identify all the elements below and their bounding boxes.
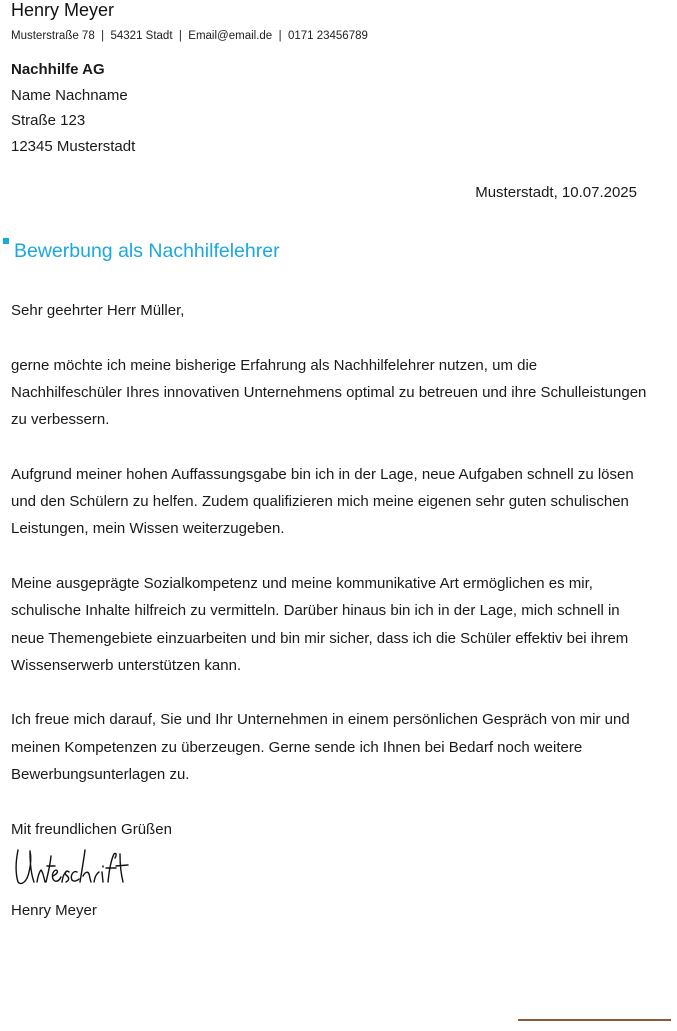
paragraph: Aufgrund meiner hohen Auffassungsgabe bin ich in der Lage, neue Aufgaben schnell zu lösen und den Schülern zu helfen. Zudem qualifizieren mich meine eigenen sehr guten schulischen Leistungen, mein Wissen weiterzugeben. — [11, 465, 634, 538]
footer-decorative-line — [518, 1019, 671, 1021]
signer-name: Henry Meyer — [11, 902, 97, 919]
letter-body — [11, 297, 651, 870]
paragraph: Ich freue mich darauf, Sie und Ihr Unternehmen in einem persönlichen Gespräch von mir und meinen Kompetenzen zu überzeugen. Gerne sende ich Ihnen bei Bedarf noch weitere Bewerbungsunterlagen zu. — [11, 711, 630, 784]
place-date: Musterstadt, 10.07.2025 — [475, 184, 637, 201]
paragraph: Meine ausgeprägte Sozialkompetenz und meine kommunikative Art ermöglichen es mir, schulische Inhalte hilfreich zu vermitteln. Darüber hinaus bin ich in der Lage, mich schnell in neue Themengebiete einzuarbeiten und bin mir sicher, dass ich die Schüler effektiv bei ihrem Wissenserwerb unterstützen kann. — [11, 574, 629, 674]
sender-contact-line: Musterstraße 78 | 54321 Stadt | Email@email.de | 0171 23456789 — [11, 30, 368, 42]
signature — [13, 846, 133, 888]
closing: Mit freundlichen Grüßen — [11, 820, 172, 838]
recipient-street: Straße 123 — [11, 112, 86, 129]
sender-name: Henry Meyer — [11, 0, 115, 20]
salutation: Sehr geehrter Herr Müller, — [11, 302, 185, 319]
recipient-company: Nachhilfe AG — [11, 61, 105, 78]
subject-line: Bewerbung als Nachhilfelehrer — [14, 240, 280, 262]
recipient-city: 12345 Musterstadt — [11, 137, 136, 155]
recipient-address — [11, 57, 135, 159]
accent-mark — [3, 238, 9, 244]
recipient-name: Name Nachname — [11, 86, 128, 104]
paragraph: gerne möchte ich meine bisherige Erfahrung als Nachhilfelehrer nutzen, um die Nachhilfeschüler Ihres innovativen Unternehmens optimal zu betreuen und ihre Schulleistungen zu verbessern. — [11, 356, 647, 429]
